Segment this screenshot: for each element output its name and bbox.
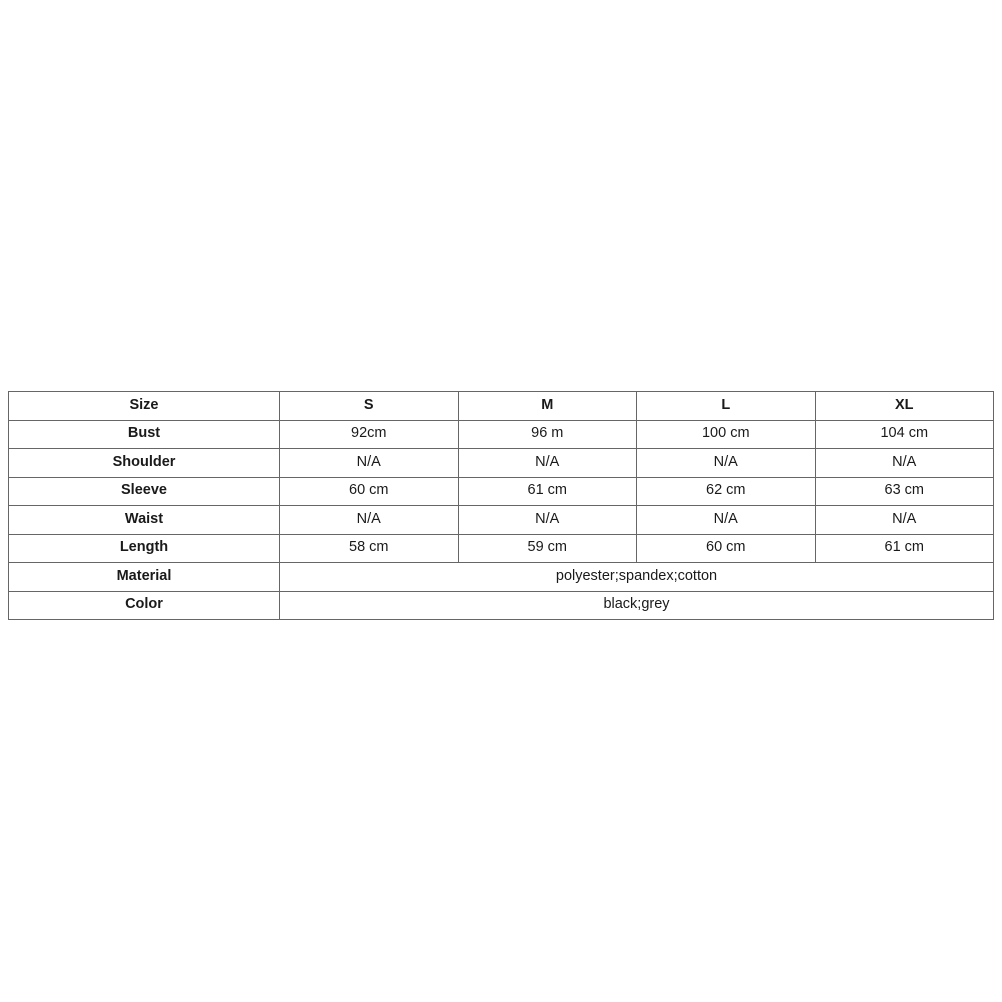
cell-shoulder-l: N/A — [637, 449, 816, 478]
size-chart-table — [8, 391, 994, 620]
cell-length-l: 60 cm — [637, 534, 816, 563]
cell-bust-l: 100 cm — [637, 420, 816, 449]
cell-shoulder-s: N/A — [280, 449, 459, 478]
cell-waist-xl: N/A — [815, 506, 994, 535]
cell-waist-m: N/A — [458, 506, 637, 535]
cell-bust-s: 92cm — [280, 420, 459, 449]
table-row — [9, 449, 994, 478]
cell-material-value: polyester;spandex;cotton — [280, 563, 994, 592]
size-chart-container — [8, 391, 994, 620]
cell-bust-xl: 104 cm — [815, 420, 994, 449]
table-row — [9, 591, 994, 620]
table-header-cell-l: L — [637, 392, 816, 421]
table-row — [9, 477, 994, 506]
cell-bust-m: 96 m — [458, 420, 637, 449]
cell-shoulder-xl: N/A — [815, 449, 994, 478]
cell-sleeve-m: 61 cm — [458, 477, 637, 506]
cell-sleeve-xl: 63 cm — [815, 477, 994, 506]
table-header-cell-s: S — [280, 392, 459, 421]
table-row — [9, 506, 994, 535]
cell-waist-s: N/A — [280, 506, 459, 535]
cell-length-s: 58 cm — [280, 534, 459, 563]
cell-shoulder-m: N/A — [458, 449, 637, 478]
table-header-cell-size: Size — [9, 392, 280, 421]
cell-length-m: 59 cm — [458, 534, 637, 563]
table-row — [9, 534, 994, 563]
row-label-shoulder: Shoulder — [9, 449, 280, 478]
row-label-sleeve: Sleeve — [9, 477, 280, 506]
row-label-waist: Waist — [9, 506, 280, 535]
cell-color-value: black;grey — [280, 591, 994, 620]
cell-length-xl: 61 cm — [815, 534, 994, 563]
table-row — [9, 563, 994, 592]
cell-waist-l: N/A — [637, 506, 816, 535]
cell-sleeve-s: 60 cm — [280, 477, 459, 506]
row-label-length: Length — [9, 534, 280, 563]
table-row — [9, 420, 994, 449]
row-label-color: Color — [9, 591, 280, 620]
table-header-cell-xl: XL — [815, 392, 994, 421]
table-header-row — [9, 392, 994, 421]
row-label-bust: Bust — [9, 420, 280, 449]
row-label-material: Material — [9, 563, 280, 592]
cell-sleeve-l: 62 cm — [637, 477, 816, 506]
table-header-cell-m: M — [458, 392, 637, 421]
